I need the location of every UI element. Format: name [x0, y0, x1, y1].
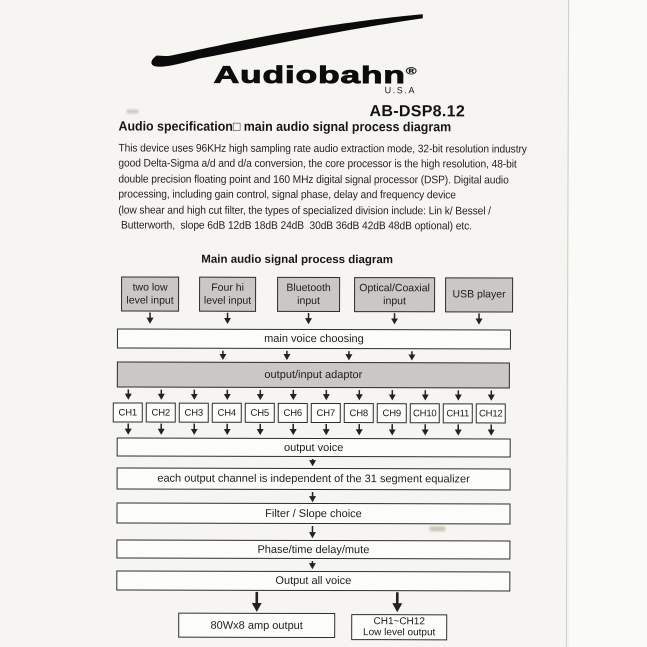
stage-phase-time-delay-mute: Phase/time delay/mute — [116, 539, 510, 559]
channel-box: CH10 — [410, 403, 440, 423]
scan-artifact — [429, 526, 445, 531]
channel-box: CH4 — [212, 403, 242, 423]
page-heading: Audio specification□ main audio signal process diagram — [118, 118, 452, 135]
stage-equalizer: each output channel is independent of the 31 segment equalizer — [117, 467, 511, 490]
low-level-output-line1: CH1~CH12 — [373, 615, 425, 627]
channel-box: CH6 — [278, 403, 308, 423]
paragraph-line: Butterworth, slope 6dB 12dB 18dB 24dB 30dB 36dB 42dB 48dB optional) etc. — [118, 219, 472, 233]
channel-box: CH12 — [476, 403, 506, 423]
low-level-output-box — [351, 614, 447, 640]
paragraph-line: processing, including gain control, signal phase, delay and frequency device — [118, 188, 456, 202]
model-number: AB-DSP8.12 — [369, 103, 466, 121]
amp-output-box: 80Wx8 amp output — [178, 613, 335, 638]
low-level-output-line2: Low level output — [363, 627, 436, 639]
stage-output-voice: output voice — [117, 437, 511, 457]
registered-trademark-icon: ® — [405, 66, 417, 78]
channel-box: CH5 — [245, 403, 275, 423]
channel-box: CH11 — [443, 403, 473, 423]
paragraph-line: This device uses 96KHz high sampling rate audio extraction mode, 32-bit resolution industry — [118, 142, 527, 156]
paragraph-line: double precision floating point and 160 MHz digital signal processor (DSP). Digital audio — [118, 173, 509, 187]
brand-region: U.S.A — [384, 85, 417, 96]
input-box: Bluetooth input — [277, 277, 340, 312]
stage-main-voice-choosing: main voice choosing — [117, 328, 511, 349]
channel-box: CH1 — [113, 402, 143, 422]
input-box: Optical/Coaxial input — [354, 277, 435, 312]
brand-name-text: Audiobahn — [213, 61, 406, 90]
scan-artifact — [127, 109, 139, 113]
stage-output-all-voice: Output all voice — [116, 570, 510, 591]
diagram-title: Main audio signal process diagram — [201, 253, 394, 267]
input-box: two low level input — [121, 276, 179, 311]
paragraph-line: good Delta-Sigma a/d and d/a conversion, the core processor is the high resolution, 48-bit — [118, 157, 517, 171]
channel-box: CH7 — [311, 403, 341, 423]
stage-filter-slope-choice: Filter / Slope choice — [116, 502, 510, 524]
channel-box: CH8 — [344, 403, 374, 423]
input-box: Four hi level input — [199, 277, 256, 312]
stage-output-input-adaptor: output/input adaptor — [117, 361, 510, 388]
channel-box: CH9 — [377, 403, 407, 423]
channel-box: CH3 — [179, 403, 209, 423]
paragraph-line: (low shear and high cut filter, the types of specialized division include: Lin k/ Bessel / — [118, 204, 491, 218]
input-box: USB player — [445, 277, 513, 312]
channel-box: CH2 — [146, 403, 176, 423]
